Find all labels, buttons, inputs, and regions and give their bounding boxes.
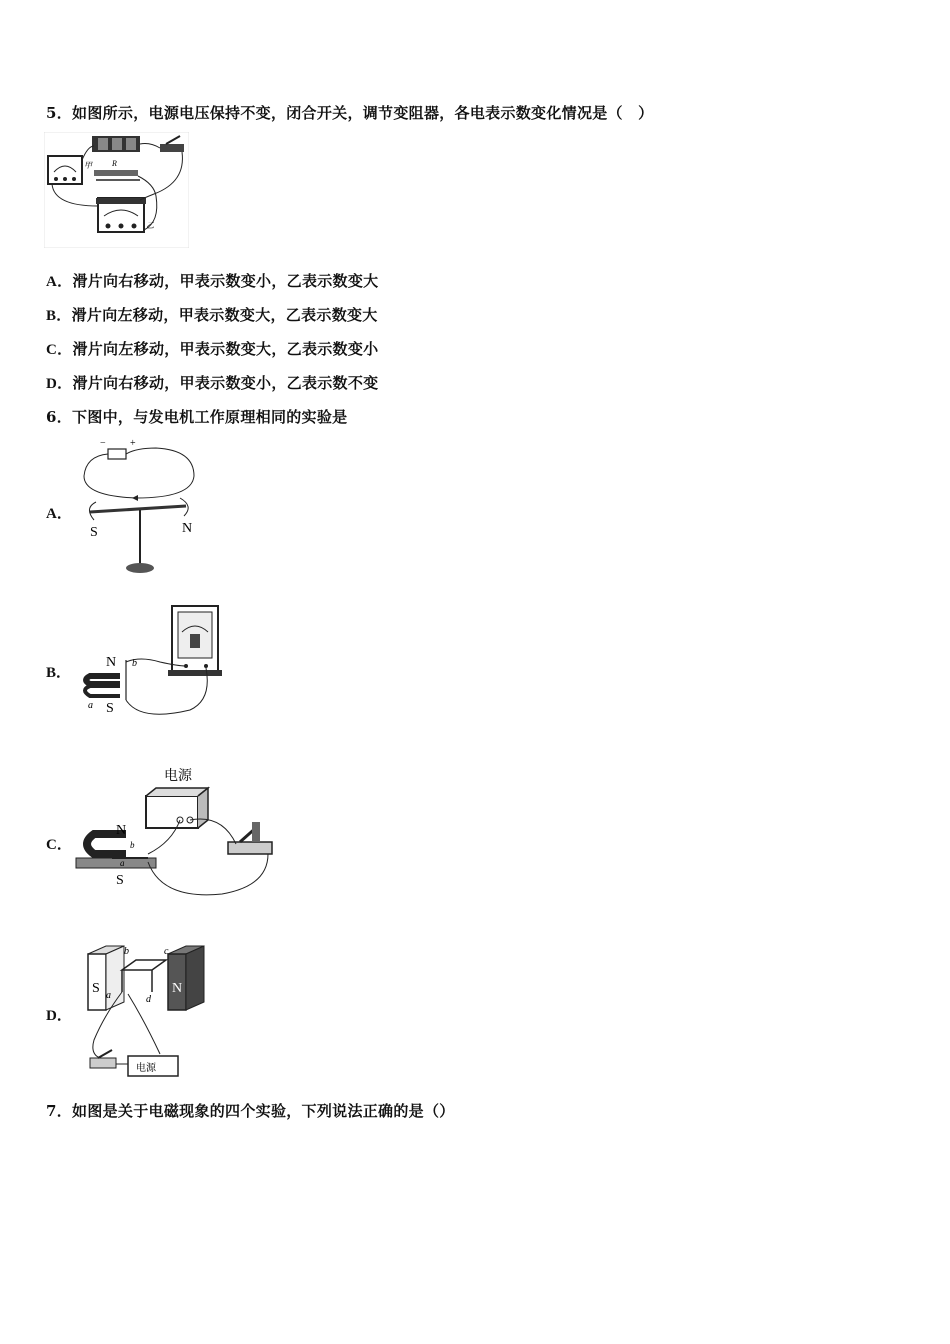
q5-option-a <box>46 270 378 291</box>
q6d-b: b <box>124 946 129 957</box>
q6d-power: 电源 <box>136 1063 156 1074</box>
q6-option-c-letter: C． <box>46 837 72 853</box>
q6b-s: S <box>106 701 114 716</box>
q6-figure-b <box>80 600 230 724</box>
q6-figure-c <box>72 762 284 902</box>
q6a-s: S <box>90 525 98 540</box>
q5-stem: 5．如图所示，电源电压保持不变，闭合开关，调节变阻器，各电表示数变化情况是（ ） <box>46 104 654 122</box>
q5-option-d-letter: D． <box>46 376 73 392</box>
q5-option-a-letter: A． <box>46 274 73 290</box>
q5-label-r: R <box>112 159 117 168</box>
q6a-n: N <box>182 521 193 536</box>
q5-option-a-text: 滑片向右移动，甲表示数变小，乙表示数变大 <box>72 272 379 290</box>
q5-option-c-text: 滑片向左移动，甲表示数变大，乙表示数变小 <box>72 340 379 358</box>
q5-label-yi: 乙 <box>146 221 154 230</box>
q6d-a: a <box>106 990 111 1001</box>
q6c-power: 电源 <box>164 768 192 784</box>
q5-option-c-letter: C． <box>46 342 73 358</box>
q6d-d: d <box>146 994 151 1005</box>
q6a-plus: + <box>130 438 136 449</box>
q6-figure-d <box>84 940 214 1082</box>
q6c-b: b <box>130 840 135 850</box>
q5-option-c <box>46 338 378 359</box>
q6-option-b-letter: B． <box>46 665 72 681</box>
q5-option-b-text: 滑片向左移动，甲表示数变大，乙表示数变大 <box>71 306 378 324</box>
q6b-b: b <box>132 658 137 669</box>
q7-stem: 7．如图是关于电磁现象的四个实验，下列说法正确的是（） <box>46 1102 455 1120</box>
q6-stem: 6．下图中，与发电机工作原理相同的实验是 <box>46 408 348 426</box>
q6-figure-a <box>76 436 206 580</box>
q6c-a: a <box>120 858 125 868</box>
q5-option-b-letter: B． <box>46 308 72 324</box>
q5-circuit-figure <box>44 132 189 248</box>
q5-option-d <box>46 372 378 393</box>
q6d-s: S <box>92 981 100 996</box>
q6-option-d-letter: D． <box>46 1008 72 1024</box>
q5-label-jia: 甲 <box>84 161 92 170</box>
q5-option-b <box>46 304 378 325</box>
q6b-n: N <box>106 655 117 670</box>
q6-option-a-letter: A． <box>46 506 72 522</box>
q6d-n: N <box>172 981 183 996</box>
q6c-n: N <box>116 823 127 838</box>
q6d-c: c <box>164 946 169 957</box>
q6a-minus: − <box>100 438 106 449</box>
q5-option-d-text: 滑片向右移动，甲表示数变小，乙表示数不变 <box>72 374 379 392</box>
q6c-s: S <box>116 873 124 888</box>
q6b-a: a <box>88 700 93 711</box>
